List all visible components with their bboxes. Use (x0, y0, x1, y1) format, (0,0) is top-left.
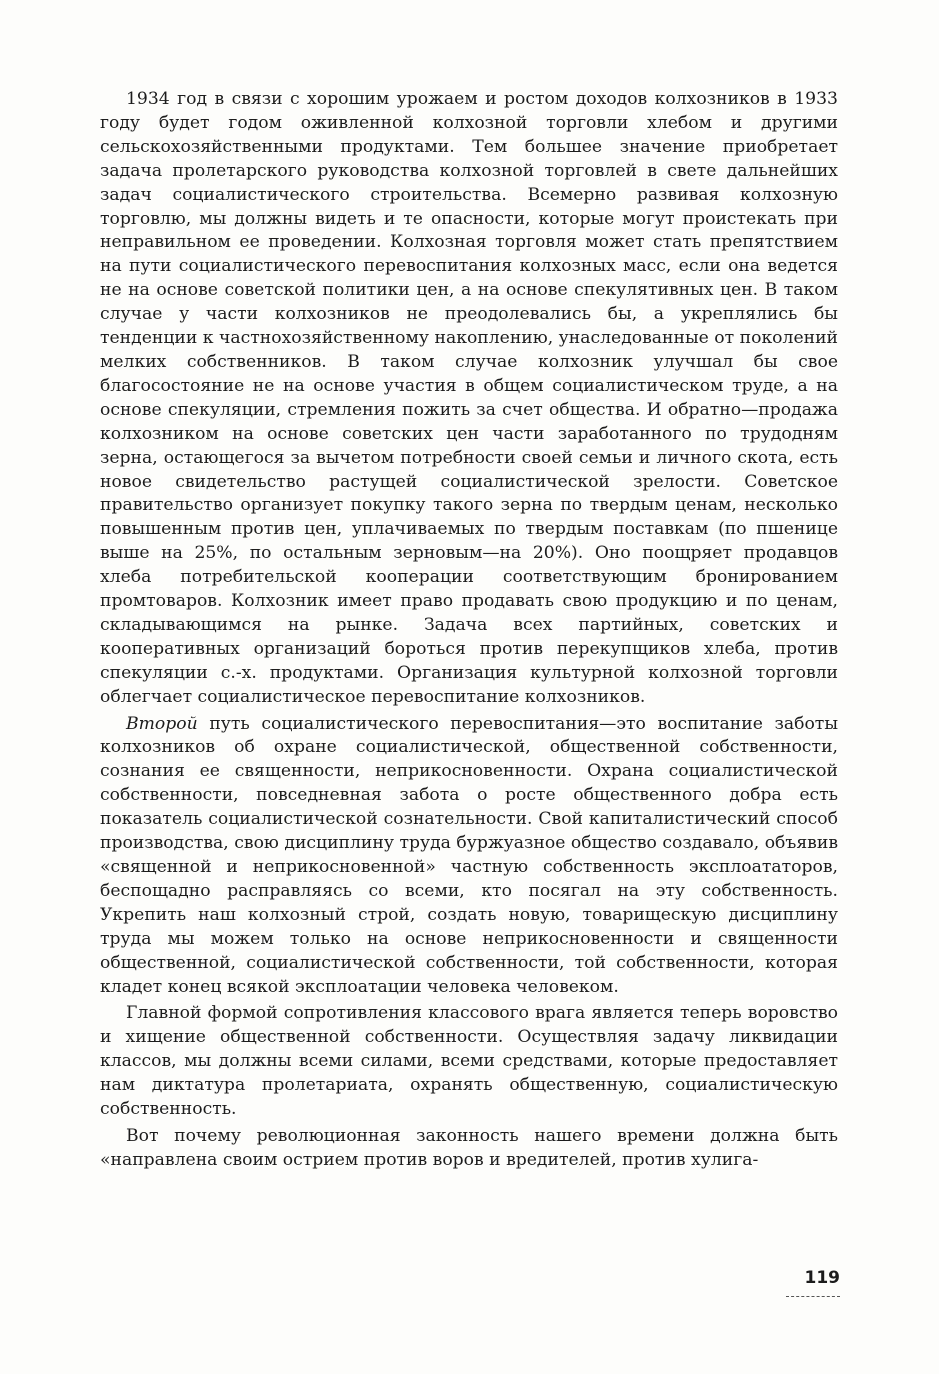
body-text (100, 88, 838, 1173)
paragraph-1 (100, 88, 838, 710)
paragraph-1-text: 1934 год в связи с хорошим урожаем и ростом доходов колхозников в 1933 году будет годом оживленной колхозной торговли хлебом и другими сельскохозяйственными продуктами. Тем большее значение приобретает задача пролетарского руководства колхозной торговлей в свете дальнейших задач социалистического строительства. Всемерно развивая колхозную торговлю, мы должны видеть и те опасности, которые могут проистекать при неправильном ее проведении. Колхозная торговля может стать препятствием на пути социалистического перевоспитания колхозных масс, если она ведется не на основе советской политики цен, а на основе спекулятивных цен. В таком случае у части колхозников не преодолевались бы, а укреплялись бы тенденции к частнохозяйственному накоплению, унаследованные от поколений мелких собственников. В таком случае колхозник улучшал бы свое благосостояние не на основе участия в общем социалистическом труде, а на основе спекуляции, стремления пожить за счет общества. И обратно—продажа колхозником на основе советских цен части заработанного по трудодням зерна, остающегося за вычетом потребности своей семьи и личного скота, есть новое свидетельство растущей социалистической зрелости. Советское правительство организует покупку такого зерна по твердым ценам, несколько повышенным против цен, уплачиваемых по твердым поставкам (по пшенице выше на 25%, по остальным зерновым—на 20%). Оно поощряет продавцов хлеба потребительской кооперации соответствующим бронированием промтоваров. Колхозник имеет право продавать свою продукцию и по ценам, складывающимся на рынке. Задача всех партийных, советских и кооперативных организаций бороться против перекупщиков хлеба, против спекуляции с.-х. продуктами. Организация культурной колхозной торговли облегчает социалистическое перевоспитание колхозников. (100, 89, 838, 707)
paragraph-4-text: Вот почему революционная законность нашего времени должна быть «направлена своим острием против воров и вредителей, против хулига- (100, 1125, 838, 1170)
paragraph-3-text: Главной формой сопротивления классового врага является теперь воровство и хищение общественной собственности. Осуществляя задачу ликвидации классов, мы должны всеми силами, всеми средствами, которые предоставляет нам диктатура пролетариата, охранять общественную, социалистическую собственность. (100, 1003, 838, 1120)
paragraph-2-text: путь социалистического перевоспитания—это воспитание заботы колхозников об охране социалистической, общественной собственности, сознания ее священности, неприкосновенности. Охрана социалистической собственности, повседневная забота о росте общественного добра есть показатель социалистической сознательности. Свой капиталистический способ производства, свою дисциплину труда буржуазное общество создавало, объявив «священной и неприкосновенной» частную собственность эксплоататоров, беспощадно расправляясь со всеми, кто посягал на эту собственность. Укрепить наш колхозный строй, создать новую, товарищескую дисциплину труда мы можем только на основе неприкосновенности и священности общественной, социалистической собственности, той собственности, которая кладет конец всякой эксплоатации человека человеком. (100, 713, 838, 997)
paragraph-2 (100, 713, 838, 1000)
page-number: 119 (804, 1268, 840, 1288)
paragraph-4 (100, 1125, 838, 1173)
paragraph-3 (100, 1002, 838, 1122)
page-number-rule (786, 1296, 840, 1297)
paragraph-2-italic-lead: Второй (126, 713, 198, 734)
